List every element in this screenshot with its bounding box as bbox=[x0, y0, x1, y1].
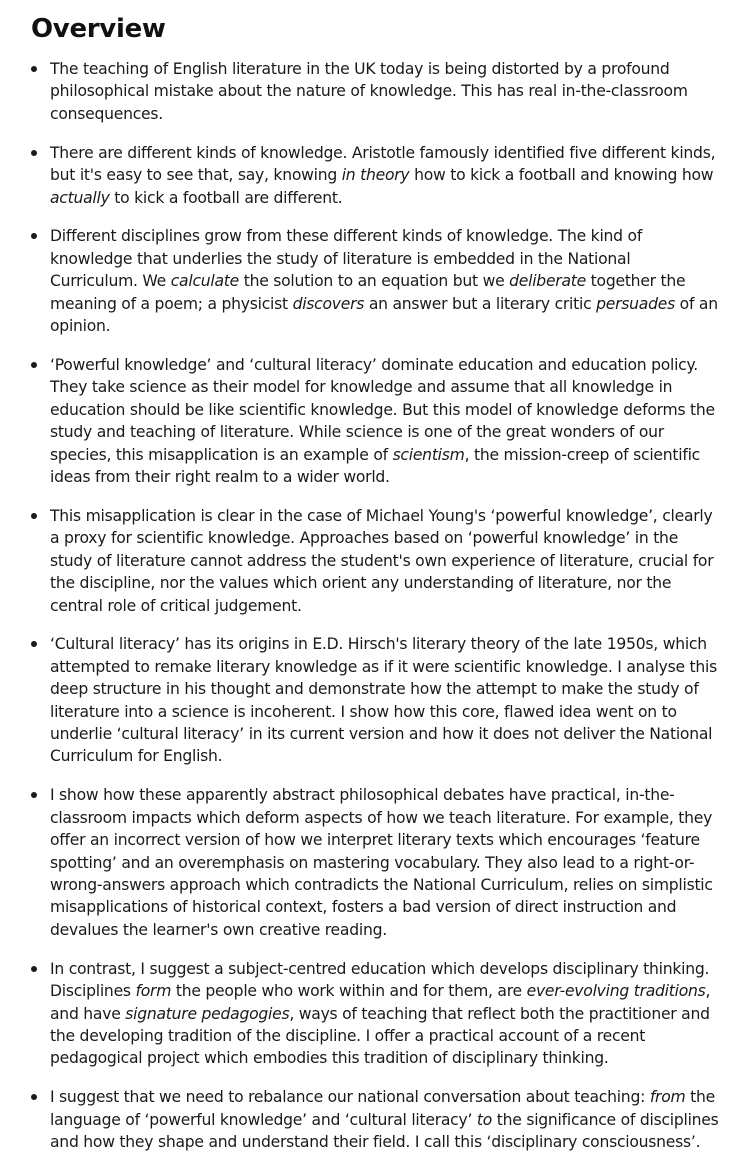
overview-bullet-item bbox=[31, 142, 720, 209]
body-text: ‘Powerful knowledge’ and ‘cultural literacy’ dominate education and education policy. They take science as their model for knowledge and assume that all knowledge in education should be like scientific knowledge. But this model of knowledge deforms the study and teaching of literature. While science is one of the great wonders of our species, this misapplication is an example of bbox=[50, 355, 715, 464]
overview-bullet-item bbox=[31, 633, 720, 767]
overview-bullet-item bbox=[31, 1086, 720, 1153]
body-text: how to kick a football and knowing how bbox=[409, 166, 714, 185]
body-text: together the meaning of a poem; a physicist bbox=[50, 272, 686, 313]
body-text: the solution to an equation but we bbox=[239, 272, 510, 291]
overview-bullet-item bbox=[31, 354, 720, 488]
overview-bullet-item bbox=[31, 505, 720, 617]
section-heading: Overview bbox=[31, 14, 166, 44]
body-text: I suggest that we need to rebalance our national conversation about teaching: bbox=[50, 1088, 650, 1107]
body-text: the language of ‘powerful knowledge’ and ‘cultural literacy’ bbox=[50, 1088, 716, 1129]
overview-bullet-item bbox=[31, 958, 720, 1070]
emphasized-text: actually bbox=[50, 188, 110, 207]
emphasized-text: ever-evolving traditions bbox=[526, 982, 706, 1001]
emphasized-text: signature pedagogies bbox=[125, 1004, 290, 1023]
body-text: the people who work within and for them, are bbox=[171, 982, 527, 1001]
body-text: In contrast, I suggest a subject-centred education which develops disciplinary thinking. Disciplines bbox=[50, 959, 710, 1001]
emphasized-text: calculate bbox=[170, 272, 239, 291]
overview-bullet-item bbox=[31, 58, 720, 125]
emphasized-text: to bbox=[476, 1110, 493, 1129]
emphasized-text: scientism bbox=[392, 445, 465, 464]
emphasized-text: in theory bbox=[341, 166, 410, 185]
emphasized-text: discovers bbox=[292, 294, 365, 313]
body-text: Different disciplines grow from these different kinds of knowledge. The kind of knowledge that underlies the study of literature is embedded in the National Curriculum. We bbox=[50, 227, 643, 291]
body-text: The teaching of English literature in the UK today is being distorted by a profound philosophical mistake about the nature of knowledge. This has real in-the-classroom consequences. bbox=[50, 60, 688, 123]
emphasized-text: deliberate bbox=[509, 272, 586, 291]
body-text: to kick a football are different. bbox=[109, 188, 343, 207]
body-text: This misapplication is clear in the case of Michael Young's ‘powerful knowledge’, clearly a proxy for scientific knowledge. Approaches based on ‘powerful knowledge’ in the study of literature cannot address the student's own experience of literature, crucial for the discipline, nor the values which orient any understanding of literature, nor the central role of critical judgement. bbox=[50, 506, 714, 615]
body-text: , ways of teaching that reflect both the practitioner and the developing tradition of the discipline. I offer a practical account of a recent pedagogical project which embodies this tradition of disciplinary thinking. bbox=[50, 1004, 710, 1068]
emphasized-text: persuades bbox=[596, 294, 675, 313]
emphasized-text: from bbox=[649, 1088, 686, 1107]
body-text: There are different kinds of knowledge. Aristotle famously identified five different kinds, but it's easy to see that, say, knowing bbox=[50, 143, 716, 185]
overview-bullet-item bbox=[31, 784, 720, 941]
overview-bullet-list bbox=[31, 58, 720, 1153]
body-text: the significance of disciplines and how they shape and understand their field. I call this ‘disciplinary consciousness’. bbox=[50, 1110, 719, 1152]
overview-bullet-item bbox=[31, 225, 720, 337]
emphasized-text: form bbox=[135, 982, 172, 1001]
body-text: , and have bbox=[50, 982, 711, 1023]
body-text: I show how these apparently abstract philosophical debates have practical, in-the-classroom impacts which deform aspects of how we teach literature. For example, they offer an incorrect version of how we interpret literary texts which encourages ‘feature spotting’ and an overemphasis on mastering vocabulary. They also lead to a right-or-wrong-answers approach which contradicts the National Curriculum, relies on simplistic misapplications of historical context, fosters a bad version of direct instruction and devalues the learner's own creative reading. bbox=[50, 786, 713, 939]
body-text: , the mission-creep of scientific ideas from their right realm to a wider world. bbox=[50, 445, 700, 486]
body-text: an answer but a literary critic bbox=[364, 294, 597, 313]
body-text: of an opinion. bbox=[50, 294, 718, 336]
body-text: ‘Cultural literacy’ has its origins in E.D. Hirsch's literary theory of the late 1950s, which attempted to remake literary knowledge as if it were scientific knowledge. I analyse this deep structure in his thought and demonstrate how the attempt to make the study of literature into a science is incoherent. I show how this core, flawed idea went on to underlie ‘cultural literacy’ in its current version and how it does not deliver the National Curriculum for English. bbox=[50, 635, 718, 766]
